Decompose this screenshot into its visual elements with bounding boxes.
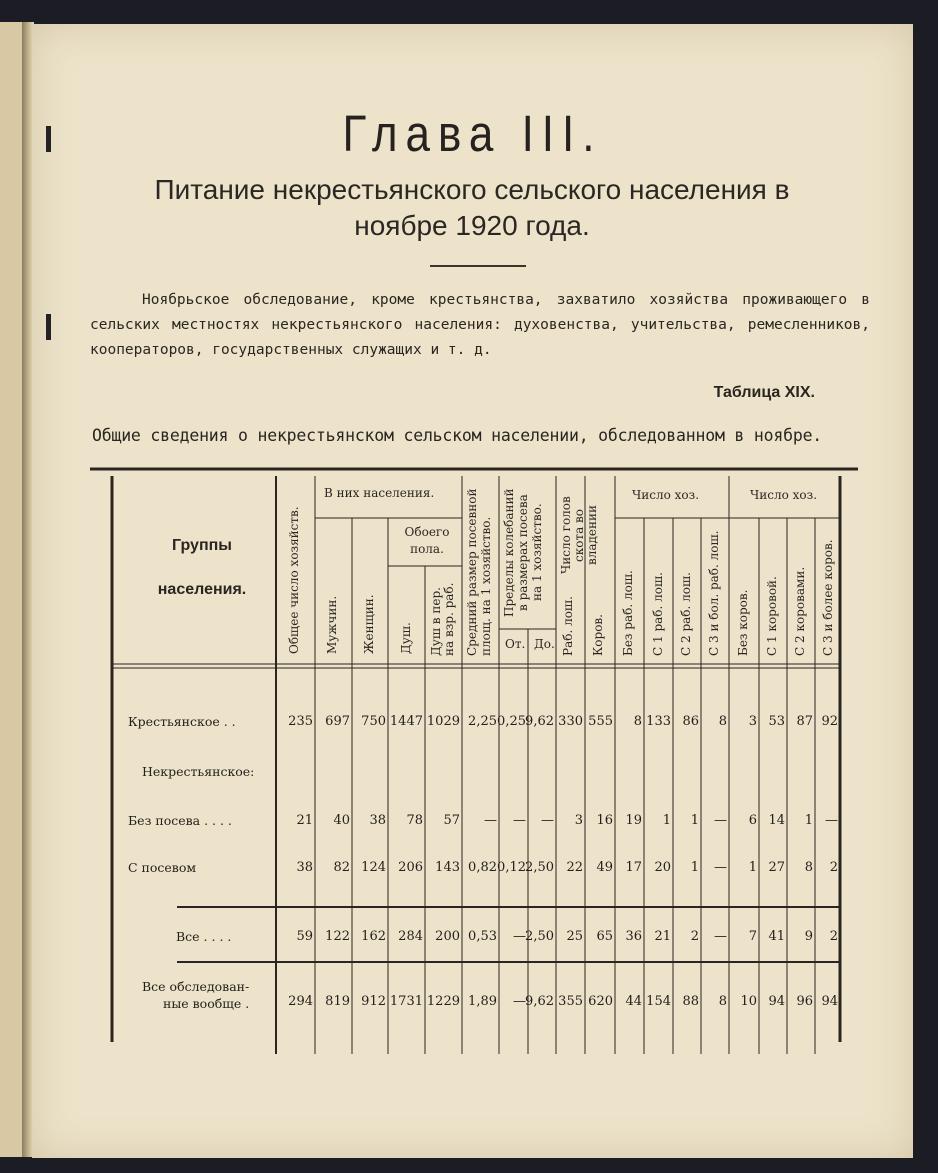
data-table (32, 24, 913, 1158)
groups-header (132, 524, 272, 612)
table-cell: 65 (596, 929, 613, 944)
table-cell: 14 (768, 813, 785, 828)
table-cell: 92 (821, 714, 838, 729)
table-cell: 1 (690, 860, 699, 875)
col-population-group: В них населения. (324, 486, 435, 500)
col-souls-adult: Душ в пер. на взр. раб. (429, 582, 456, 656)
col-livestock: Число голов скота во владении (559, 496, 599, 574)
table-cell: — (825, 813, 838, 828)
table-cell: 2,50 (525, 929, 554, 944)
table-cell: — (714, 860, 727, 875)
table-cell: 9,62 (525, 994, 554, 1009)
table-cell: 36 (625, 929, 642, 944)
table-cell: 19 (625, 813, 642, 828)
table-cell: 57 (443, 813, 460, 828)
table-cell: 38 (369, 813, 386, 828)
row-label-nonpeasant: Некрестьянское: (142, 764, 255, 779)
table-cell: 87 (796, 714, 813, 729)
table-cell: 27 (768, 860, 785, 875)
table-cell: 294 (288, 994, 313, 1009)
table-cell: 143 (435, 860, 460, 875)
groups-header-line2: населения. (157, 581, 247, 598)
table-cell: 21 (296, 813, 313, 828)
table-cell: 1 (748, 860, 757, 875)
table-cell: 2,50 (525, 860, 554, 875)
table-cell: 206 (398, 860, 423, 875)
row-label-no-sowing: Без посева . . . . (128, 813, 232, 828)
intro-paragraph: Ноябрьское обследование, кроме крестьянства, захватило хозяйства проживающего в сельских местностях некрестьянского населения: духовенства, учительства, ремесленников, кооператоров, государственных служащих и т. д. (90, 292, 870, 358)
col-three-horses: С 3 и бол. раб. лош. (707, 530, 721, 656)
table-cell: 9 (804, 929, 813, 944)
row-label-all: Все . . . . (176, 929, 232, 944)
row-label-with-sowing: С посевом (128, 860, 197, 875)
col-no-cow: Без коров. (736, 589, 750, 656)
col-range-line2: в размерах посева (516, 494, 530, 611)
col-range-line1: Пределы колебаний (502, 488, 516, 617)
col-women: Женщин. (362, 594, 376, 654)
row-label-all-surveyed (142, 978, 249, 1012)
col-range-to: До. (534, 637, 555, 651)
col-cows: Коров. (591, 614, 605, 656)
table-cell: — (513, 813, 526, 828)
row-label-peasant: Крестьянское . . (128, 714, 236, 729)
table-cell: 78 (406, 813, 423, 828)
col-range (502, 480, 544, 625)
col-households-by-cows: Число хоз. (750, 488, 818, 502)
table-cell: 2 (829, 860, 838, 875)
table-cell: 154 (646, 994, 671, 1009)
table-cell: 44 (625, 994, 642, 1009)
table-cell: 355 (558, 994, 583, 1009)
table-cell: 2 (690, 929, 699, 944)
table-cell: 6 (748, 813, 757, 828)
table-cell: 697 (325, 714, 350, 729)
table-cell: 25 (566, 929, 583, 944)
col-two-cows: С 2 коровами. (793, 566, 807, 656)
col-both-sexes: Обоего пола. (404, 525, 450, 556)
table-cell: 133 (646, 714, 671, 729)
table-cell: 2,25 (468, 714, 497, 729)
table-cell: 0,12 (497, 860, 526, 875)
col-souls: Душ. (399, 622, 413, 654)
table-cell: 8 (633, 714, 642, 729)
table-cell: — (541, 813, 554, 828)
table-cell: 284 (398, 929, 423, 944)
table-cell: 38 (296, 860, 313, 875)
table-cell: 1229 (426, 994, 460, 1009)
table-cell: 20 (654, 860, 671, 875)
col-two-horses: С 2 раб. лош. (679, 572, 693, 656)
table-cell: 88 (682, 994, 699, 1009)
table-cell: 235 (288, 714, 313, 729)
table-cell: 16 (596, 813, 613, 828)
table-cell: 555 (588, 714, 613, 729)
table-cell: 53 (768, 714, 785, 729)
table-cell: 2 (829, 929, 838, 944)
table-cell: 8 (718, 714, 727, 729)
col-men: Мужчин. (325, 595, 339, 654)
col-avg-sown-line2: площ. на 1 хозяйство. (479, 516, 493, 656)
table-cell: 94 (821, 994, 838, 1009)
book-page (32, 24, 913, 1158)
row-label-all-surveyed-line2: ные вообще . (162, 996, 250, 1011)
table-cell: 86 (682, 714, 699, 729)
table-cell: 7 (748, 929, 757, 944)
table-cell: 1731 (389, 994, 423, 1009)
table-cell: — (714, 813, 727, 828)
col-work-horses: Раб. лош. (561, 596, 575, 656)
table-cell: — (714, 929, 727, 944)
table-cell: 0,53 (468, 929, 497, 944)
table-cell: 22 (566, 860, 583, 875)
table-cell: 1,89 (468, 994, 497, 1009)
table-cell: 17 (625, 860, 642, 875)
table-cell: — (513, 994, 526, 1009)
table-cell: 41 (768, 929, 785, 944)
subtitle-line-2: ноябре 1920 года. (354, 210, 590, 241)
col-total-households: Общее число хозяйств. (287, 506, 301, 654)
table-cell: 10 (740, 994, 757, 1009)
col-three-cows: С 3 и более коров. (821, 539, 835, 656)
table-number: Таблица XIX. (713, 384, 815, 401)
table-cell: 620 (588, 994, 613, 1009)
table-cell: 750 (361, 714, 386, 729)
table-cell: 124 (361, 860, 386, 875)
col-range-line3: на 1 хозяйство. (530, 503, 544, 602)
groups-header-line1: Группы (172, 537, 232, 554)
table-cell: 21 (654, 929, 671, 944)
table-cell: 330 (558, 714, 583, 729)
col-no-horse: Без раб. лош. (621, 570, 635, 656)
col-avg-sown-line1: Средний размер посевной (465, 488, 479, 656)
table-cell: 912 (361, 994, 386, 1009)
table-caption: Общие сведения о некрестьянском сельском населении, обследованном в ноябре. (92, 426, 823, 445)
table-cell: 8 (804, 860, 813, 875)
table-cell: 0,25 (497, 714, 526, 729)
table-cell: 1447 (389, 714, 423, 729)
col-one-cow: С 1 коровой. (765, 576, 779, 656)
col-households-by-horses: Число хоз. (632, 488, 700, 502)
row-label-all-surveyed-line1: Все обследован- (142, 979, 250, 994)
table-cell: 200 (435, 929, 460, 944)
table-cell: 49 (596, 860, 613, 875)
col-one-horse: С 1 раб. лош. (651, 572, 665, 656)
table-cell: 1 (690, 813, 699, 828)
table-cell: — (513, 929, 526, 944)
table-cell: 94 (768, 994, 785, 1009)
table-cell: 96 (796, 994, 813, 1009)
table-cell: 1029 (426, 714, 460, 729)
table-cell: 3 (748, 714, 757, 729)
table-cell: 59 (296, 929, 313, 944)
table-cell: 82 (333, 860, 350, 875)
col-range-from: От. (505, 637, 526, 651)
table-cell: 1 (662, 813, 671, 828)
subtitle-line-1: Питание некрестьянского сельского населения в (154, 174, 790, 205)
table-cell: — (484, 813, 497, 828)
table-cell: 40 (333, 813, 350, 828)
chapter-title: Глава III. (342, 106, 603, 163)
table-cell: 0,82 (468, 860, 497, 875)
table-cell: 162 (361, 929, 386, 944)
table-cell: 122 (325, 929, 350, 944)
table-cell: 3 (574, 813, 583, 828)
table-cell: 9,62 (525, 714, 554, 729)
table-cell: 8 (718, 994, 727, 1009)
table-cell: 819 (325, 994, 350, 1009)
table-cell: 1 (804, 813, 813, 828)
col-avg-sown (465, 476, 493, 656)
